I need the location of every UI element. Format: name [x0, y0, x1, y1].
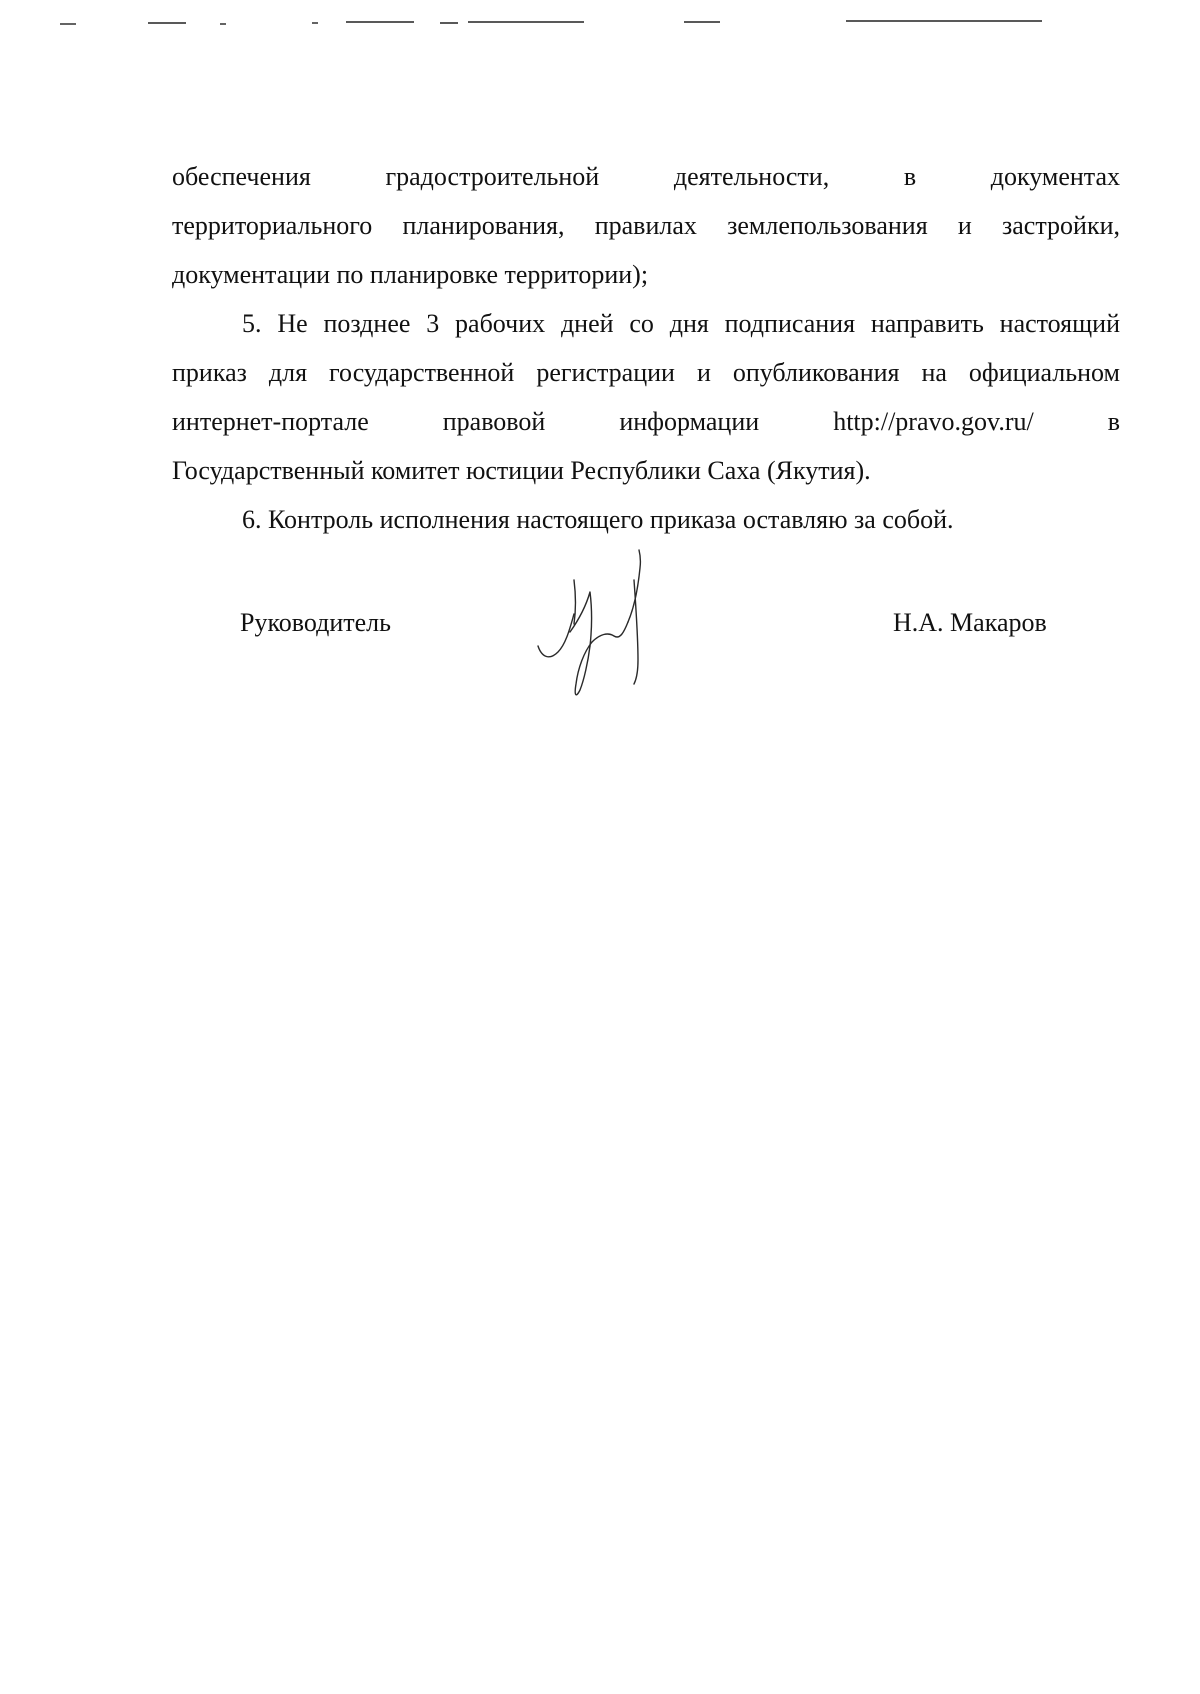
document-body [172, 152, 1120, 544]
signatory-name: Н.А. Макаров [893, 608, 1047, 637]
handwritten-signature [530, 548, 680, 708]
scan-artifact-marks [0, 0, 1200, 40]
text-line: 5. Не позднее 3 рабочих дней со дня подписания направить настоящий [242, 309, 1120, 338]
paragraph-6 [172, 495, 1120, 544]
paragraph-5 [172, 299, 1120, 495]
text-line: обеспечения градостроительной деятельности, в документах [172, 162, 1120, 191]
text-line: приказ для государственной регистрации и опубликования на официальном [172, 358, 1120, 387]
text-line: интернет-портале правовой информации http://pravo.gov.ru/ в [172, 407, 1120, 436]
paragraph-continued [172, 152, 1120, 299]
signatory-role: Руководитель [240, 608, 391, 637]
text-line: документации по планировке территории); [172, 260, 649, 289]
text-line: 6. Контроль исполнения настоящего приказа оставляю за собой. [242, 505, 954, 534]
text-line: территориального планирования, правилах землепользования и застройки, [172, 211, 1120, 240]
text-line: Государственный комитет юстиции Республики Саха (Якутия). [172, 456, 871, 485]
